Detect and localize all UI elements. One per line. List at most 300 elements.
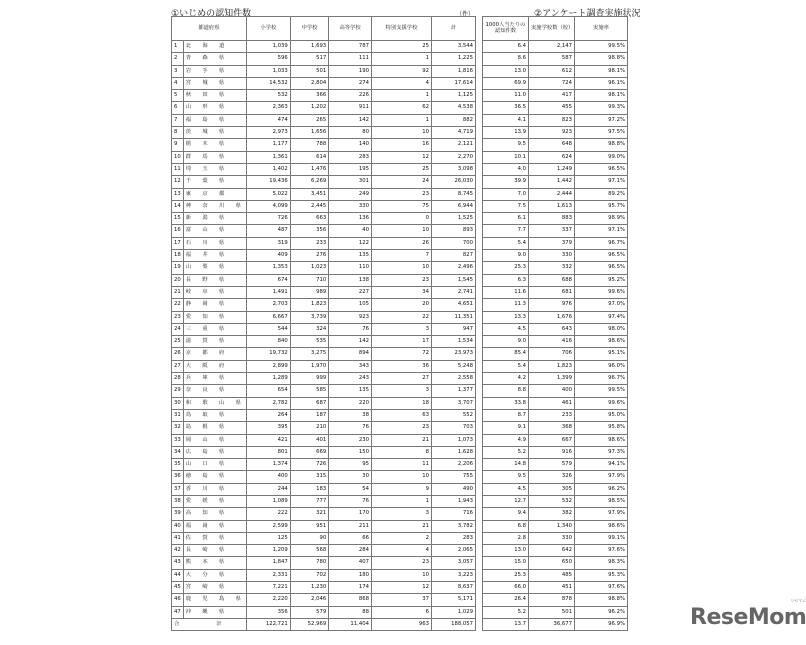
cell-per-1000: 25.3 bbox=[483, 569, 529, 581]
cell-total: 4,538 bbox=[432, 102, 476, 114]
table-row bbox=[483, 373, 628, 385]
cell-total: 2,270 bbox=[432, 151, 476, 163]
cell-elementary: 2,331 bbox=[246, 569, 290, 581]
cell-prefecture: 石 川 県 bbox=[183, 237, 246, 249]
cell-special-support: 25 bbox=[371, 41, 431, 53]
cell-number: 14 bbox=[172, 200, 184, 212]
cell-prefecture: 愛 知 県 bbox=[183, 311, 246, 323]
cell-high-school: 301 bbox=[329, 176, 372, 188]
cell-per-1000: 12.7 bbox=[483, 495, 529, 507]
cell-elementary: 409 bbox=[246, 250, 290, 262]
cell-high-school: 111 bbox=[329, 53, 372, 65]
cell-junior-high: 6,269 bbox=[290, 176, 328, 188]
cell-prefecture: 秋 田 県 bbox=[183, 90, 246, 102]
cell-total: 17,614 bbox=[432, 77, 476, 89]
cell-per-1000: 6.8 bbox=[483, 520, 529, 532]
cell-junior-high: 1,202 bbox=[290, 102, 328, 114]
cell-total: 1,525 bbox=[432, 213, 476, 225]
cell-high-school: 80 bbox=[329, 127, 372, 139]
cell-high-school: 122 bbox=[329, 237, 372, 249]
cell-schools-surveyed: 823 bbox=[529, 114, 575, 126]
header-elementary: 小学校 bbox=[246, 17, 290, 41]
cell-schools-surveyed: 883 bbox=[529, 213, 575, 225]
cell-survey-rate: 96.1% bbox=[575, 77, 628, 89]
table-row bbox=[172, 434, 476, 446]
cell-survey-rate: 98.8% bbox=[575, 53, 628, 65]
cell-elementary: 19,436 bbox=[246, 176, 290, 188]
cell-elementary: 1,089 bbox=[246, 495, 290, 507]
cell-per-1000: 7.0 bbox=[483, 188, 529, 200]
cell-high-school: 135 bbox=[329, 250, 372, 262]
cell-high-school: 76 bbox=[329, 323, 372, 335]
cell-special-support: 21 bbox=[371, 434, 431, 446]
cell-junior-high: 315 bbox=[290, 471, 328, 483]
cell-special-support: 72 bbox=[371, 348, 431, 360]
cell-per-1000: 8.6 bbox=[483, 53, 529, 65]
table-row bbox=[172, 151, 476, 163]
cell-elementary: 487 bbox=[246, 225, 290, 237]
table-row bbox=[172, 508, 476, 520]
cell-per-1000: 4.1 bbox=[483, 114, 529, 126]
cell-special-support: 21 bbox=[371, 520, 431, 532]
cell-high-school: 787 bbox=[329, 41, 372, 53]
survey-status-table bbox=[482, 16, 628, 631]
bullying-count-table bbox=[171, 16, 476, 631]
cell-schools-surveyed: 501 bbox=[529, 606, 575, 618]
cell-schools-surveyed: 643 bbox=[529, 323, 575, 335]
cell-number: 42 bbox=[172, 545, 184, 557]
cell-special-support: 12 bbox=[371, 582, 431, 594]
cell-total: 3,707 bbox=[432, 397, 476, 409]
cell-elementary: 222 bbox=[246, 508, 290, 520]
cell-prefecture: 和 歌 山 県 bbox=[183, 397, 246, 409]
cell-elementary: 5,022 bbox=[246, 188, 290, 200]
cell-elementary: 1,289 bbox=[246, 373, 290, 385]
header-junior-high: 中学校 bbox=[290, 17, 328, 41]
cell-survey-rate: 99.3% bbox=[575, 102, 628, 114]
cell-junior-high: 2,046 bbox=[290, 594, 328, 606]
table-row bbox=[172, 200, 476, 212]
cell-schools-surveyed: 1,249 bbox=[529, 163, 575, 175]
cell-number: 22 bbox=[172, 299, 184, 311]
cell-total: 1,125 bbox=[432, 90, 476, 102]
table-row bbox=[172, 274, 476, 286]
cell-junior-high: 276 bbox=[290, 250, 328, 262]
cell-elementary: 2,363 bbox=[246, 102, 290, 114]
cell-prefecture: 福 岡 県 bbox=[183, 520, 246, 532]
cell-junior-high: 517 bbox=[290, 53, 328, 65]
cell-survey-rate: 97.3% bbox=[575, 446, 628, 458]
cell-prefecture: 東 京 都 bbox=[183, 188, 246, 200]
cell-total: 5,171 bbox=[432, 594, 476, 606]
cell-prefecture: 群 馬 県 bbox=[183, 151, 246, 163]
cell-number: 19 bbox=[172, 262, 184, 274]
cell-number: 8 bbox=[172, 127, 184, 139]
cell-junior-high: 989 bbox=[290, 286, 328, 298]
cell-per-1000: 26.4 bbox=[483, 594, 529, 606]
table-row bbox=[172, 385, 476, 397]
cell-survey-rate: 97.5% bbox=[575, 127, 628, 139]
cell-junior-high: 501 bbox=[290, 65, 328, 77]
table-row bbox=[172, 495, 476, 507]
cell-survey-rate: 97.0% bbox=[575, 299, 628, 311]
table-row bbox=[172, 532, 476, 544]
cell-prefecture: 岩 手 県 bbox=[183, 65, 246, 77]
cell-total: 882 bbox=[432, 114, 476, 126]
cell-elementary: 674 bbox=[246, 274, 290, 286]
cell-special-support: 36 bbox=[371, 360, 431, 372]
logo-text: ReseMom bbox=[690, 605, 806, 630]
cell-schools-surveyed: 1,442 bbox=[529, 176, 575, 188]
cell-schools-surveyed: 612 bbox=[529, 65, 575, 77]
cell-high-school: 868 bbox=[329, 594, 372, 606]
cell-total: 947 bbox=[432, 323, 476, 335]
table-row bbox=[172, 336, 476, 348]
cell-special-support: 26 bbox=[371, 237, 431, 249]
cell-total: 2,496 bbox=[432, 262, 476, 274]
cell-schools-surveyed: 681 bbox=[529, 286, 575, 298]
cell-high-school: 343 bbox=[329, 360, 372, 372]
cell-survey-rate: 98.0% bbox=[575, 323, 628, 335]
table-row bbox=[172, 114, 476, 126]
cell-junior-high: 366 bbox=[290, 90, 328, 102]
cell-number: 15 bbox=[172, 213, 184, 225]
cell-elementary: 726 bbox=[246, 213, 290, 225]
cell-per-1000: 6.3 bbox=[483, 274, 529, 286]
cell-elementary: 1,033 bbox=[246, 65, 290, 77]
cell-special-support: 3 bbox=[371, 508, 431, 520]
total-cell: 188,057 bbox=[432, 618, 476, 630]
cell-total: 2,065 bbox=[432, 545, 476, 557]
cell-survey-rate: 96.5% bbox=[575, 262, 628, 274]
cell-per-1000: 4.2 bbox=[483, 373, 529, 385]
cell-per-1000: 5.4 bbox=[483, 360, 529, 372]
cell-prefecture: 長 野 県 bbox=[183, 274, 246, 286]
cell-junior-high: 2,804 bbox=[290, 77, 328, 89]
cell-special-support: 3 bbox=[371, 323, 431, 335]
cell-prefecture: 千 葉 県 bbox=[183, 176, 246, 188]
cell-junior-high: 777 bbox=[290, 495, 328, 507]
table-row bbox=[172, 65, 476, 77]
cell-per-1000: 9.0 bbox=[483, 250, 529, 262]
cell-prefecture: 滋 賀 県 bbox=[183, 336, 246, 348]
cell-schools-surveyed: 330 bbox=[529, 532, 575, 544]
cell-schools-surveyed: 485 bbox=[529, 569, 575, 581]
table-row bbox=[483, 385, 628, 397]
cell-per-1000: 11.6 bbox=[483, 286, 529, 298]
cell-total: 3,544 bbox=[432, 41, 476, 53]
cell-total: 1,545 bbox=[432, 274, 476, 286]
cell-high-school: 95 bbox=[329, 459, 372, 471]
cell-high-school: 923 bbox=[329, 311, 372, 323]
cell-total: 26,030 bbox=[432, 176, 476, 188]
table-row bbox=[483, 151, 628, 163]
cell-per-1000: 4.9 bbox=[483, 434, 529, 446]
cell-special-support: 6 bbox=[371, 606, 431, 618]
cell-high-school: 226 bbox=[329, 90, 372, 102]
cell-special-support: 3 bbox=[371, 385, 431, 397]
cell-elementary: 421 bbox=[246, 434, 290, 446]
cell-per-1000: 6.1 bbox=[483, 213, 529, 225]
cell-total: 2,206 bbox=[432, 459, 476, 471]
cell-per-1000: 39.9 bbox=[483, 176, 529, 188]
cell-high-school: 40 bbox=[329, 225, 372, 237]
cell-per-1000: 4.5 bbox=[483, 483, 529, 495]
cell-prefecture: 兵 庫 県 bbox=[183, 373, 246, 385]
table-row bbox=[483, 311, 628, 323]
total-cell: 36,677 bbox=[529, 618, 575, 630]
cell-number: 30 bbox=[172, 397, 184, 409]
cell-schools-surveyed: 461 bbox=[529, 397, 575, 409]
cell-special-support: 12 bbox=[371, 151, 431, 163]
cell-per-1000: 2.8 bbox=[483, 532, 529, 544]
cell-per-1000: 4.5 bbox=[483, 323, 529, 335]
header-total: 計 bbox=[432, 17, 476, 41]
cell-number: 44 bbox=[172, 569, 184, 581]
cell-elementary: 1,039 bbox=[246, 41, 290, 53]
table-row bbox=[483, 557, 628, 569]
table-row bbox=[483, 188, 628, 200]
cell-special-support: 10 bbox=[371, 471, 431, 483]
cell-survey-rate: 98.3% bbox=[575, 557, 628, 569]
table-row bbox=[483, 495, 628, 507]
cell-survey-rate: 97.1% bbox=[575, 225, 628, 237]
cell-high-school: 195 bbox=[329, 163, 372, 175]
cell-prefecture: 鳥 取 県 bbox=[183, 409, 246, 421]
table-row bbox=[172, 41, 476, 53]
cell-junior-high: 265 bbox=[290, 114, 328, 126]
cell-special-support: 0 bbox=[371, 213, 431, 225]
cell-number: 43 bbox=[172, 557, 184, 569]
cell-special-support: 37 bbox=[371, 594, 431, 606]
cell-schools-surveyed: 332 bbox=[529, 262, 575, 274]
cell-total: 700 bbox=[432, 237, 476, 249]
table-row bbox=[483, 446, 628, 458]
cell-elementary: 6,667 bbox=[246, 311, 290, 323]
total-row bbox=[483, 618, 628, 630]
cell-per-1000: 69.9 bbox=[483, 77, 529, 89]
cell-high-school: 30 bbox=[329, 471, 372, 483]
cell-special-support: 7 bbox=[371, 250, 431, 262]
cell-high-school: 76 bbox=[329, 422, 372, 434]
cell-survey-rate: 97.9% bbox=[575, 471, 628, 483]
cell-junior-high: 3,275 bbox=[290, 348, 328, 360]
table-title-survey-status: ②アンケート調査実施状況 bbox=[534, 9, 641, 19]
table-row bbox=[483, 262, 628, 274]
header-schools-surveyed: 実施学校数（校） bbox=[529, 17, 575, 41]
cell-schools-surveyed: 233 bbox=[529, 409, 575, 421]
cell-number: 2 bbox=[172, 53, 184, 65]
cell-prefecture: 青 森 県 bbox=[183, 53, 246, 65]
cell-survey-rate: 98.8% bbox=[575, 594, 628, 606]
table-row bbox=[483, 274, 628, 286]
cell-total: 490 bbox=[432, 483, 476, 495]
cell-schools-surveyed: 368 bbox=[529, 422, 575, 434]
cell-schools-surveyed: 2,444 bbox=[529, 188, 575, 200]
cell-special-support: 20 bbox=[371, 299, 431, 311]
table-row bbox=[172, 262, 476, 274]
cell-prefecture: 岡 山 県 bbox=[183, 434, 246, 446]
cell-survey-rate: 98.5% bbox=[575, 495, 628, 507]
cell-per-1000: 11.3 bbox=[483, 299, 529, 311]
cell-special-support: 1 bbox=[371, 495, 431, 507]
cell-elementary: 400 bbox=[246, 471, 290, 483]
cell-prefecture: 新 潟 県 bbox=[183, 213, 246, 225]
cell-elementary: 1,209 bbox=[246, 545, 290, 557]
cell-survey-rate: 98.1% bbox=[575, 90, 628, 102]
cell-total: 23,973 bbox=[432, 348, 476, 360]
cell-special-support: 18 bbox=[371, 397, 431, 409]
cell-survey-rate: 99.0% bbox=[575, 151, 628, 163]
cell-per-1000: 14.8 bbox=[483, 459, 529, 471]
cell-junior-high: 614 bbox=[290, 151, 328, 163]
table-row bbox=[483, 606, 628, 618]
cell-number: 33 bbox=[172, 434, 184, 446]
total-label: 合 計 bbox=[172, 618, 247, 630]
cell-special-support: 62 bbox=[371, 102, 431, 114]
cell-schools-surveyed: 305 bbox=[529, 483, 575, 495]
cell-special-support: 10 bbox=[371, 569, 431, 581]
cell-special-support: 24 bbox=[371, 176, 431, 188]
cell-prefecture: 山 梨 県 bbox=[183, 262, 246, 274]
cell-schools-surveyed: 688 bbox=[529, 274, 575, 286]
table-row bbox=[483, 594, 628, 606]
cell-survey-rate: 98.8% bbox=[575, 139, 628, 151]
cell-junior-high: 788 bbox=[290, 139, 328, 151]
cell-schools-surveyed: 642 bbox=[529, 545, 575, 557]
cell-number: 37 bbox=[172, 483, 184, 495]
cell-elementary: 532 bbox=[246, 90, 290, 102]
cell-schools-surveyed: 923 bbox=[529, 127, 575, 139]
table-row bbox=[483, 336, 628, 348]
cell-per-1000: 4.0 bbox=[483, 163, 529, 175]
table-row bbox=[172, 569, 476, 581]
cell-special-support: 2 bbox=[371, 532, 431, 544]
cell-prefecture: 宮 崎 県 bbox=[183, 582, 246, 594]
cell-total: 716 bbox=[432, 508, 476, 520]
cell-total: 1,029 bbox=[432, 606, 476, 618]
cell-total: 552 bbox=[432, 409, 476, 421]
cell-survey-rate: 96.2% bbox=[575, 483, 628, 495]
cell-prefecture: 大 分 県 bbox=[183, 569, 246, 581]
cell-total: 3,782 bbox=[432, 520, 476, 532]
cell-junior-high: 568 bbox=[290, 545, 328, 557]
cell-total: 1,534 bbox=[432, 336, 476, 348]
table-row bbox=[172, 545, 476, 557]
cell-schools-surveyed: 706 bbox=[529, 348, 575, 360]
cell-number: 11 bbox=[172, 163, 184, 175]
cell-special-support: 34 bbox=[371, 286, 431, 298]
cell-total: 703 bbox=[432, 422, 476, 434]
cell-prefecture: 埼 玉 県 bbox=[183, 163, 246, 175]
cell-per-1000: 5.2 bbox=[483, 606, 529, 618]
cell-number: 9 bbox=[172, 139, 184, 151]
cell-survey-rate: 98.6% bbox=[575, 520, 628, 532]
cell-junior-high: 780 bbox=[290, 557, 328, 569]
cell-high-school: 54 bbox=[329, 483, 372, 495]
cell-schools-surveyed: 417 bbox=[529, 90, 575, 102]
table-row bbox=[172, 397, 476, 409]
cell-prefecture: 徳 島 県 bbox=[183, 471, 246, 483]
table-row bbox=[172, 557, 476, 569]
table-row bbox=[483, 163, 628, 175]
cell-number: 5 bbox=[172, 90, 184, 102]
cell-high-school: 110 bbox=[329, 262, 372, 274]
table-row bbox=[172, 459, 476, 471]
cell-special-support: 4 bbox=[371, 545, 431, 557]
table-row bbox=[172, 446, 476, 458]
cell-high-school: 180 bbox=[329, 569, 372, 581]
cell-survey-rate: 95.2% bbox=[575, 274, 628, 286]
table-row bbox=[483, 545, 628, 557]
cell-special-support: 9 bbox=[371, 483, 431, 495]
cell-prefecture: 島 根 県 bbox=[183, 422, 246, 434]
table-row bbox=[172, 409, 476, 421]
cell-elementary: 2,599 bbox=[246, 520, 290, 532]
cell-number: 20 bbox=[172, 274, 184, 286]
table-row bbox=[172, 471, 476, 483]
cell-schools-surveyed: 532 bbox=[529, 495, 575, 507]
cell-special-support: 17 bbox=[371, 336, 431, 348]
table-row bbox=[483, 360, 628, 372]
cell-per-1000: 9.5 bbox=[483, 471, 529, 483]
table-row bbox=[172, 237, 476, 249]
table-row bbox=[172, 606, 476, 618]
cell-schools-surveyed: 650 bbox=[529, 557, 575, 569]
cell-junior-high: 702 bbox=[290, 569, 328, 581]
cell-number: 40 bbox=[172, 520, 184, 532]
cell-per-1000: 10.1 bbox=[483, 151, 529, 163]
cell-survey-rate: 89.2% bbox=[575, 188, 628, 200]
cell-number: 16 bbox=[172, 225, 184, 237]
cell-total: 1,073 bbox=[432, 434, 476, 446]
cell-high-school: 170 bbox=[329, 508, 372, 520]
cell-elementary: 1,402 bbox=[246, 163, 290, 175]
cell-total: 2,558 bbox=[432, 373, 476, 385]
table-row bbox=[483, 53, 628, 65]
cell-high-school: 76 bbox=[329, 495, 372, 507]
table-row bbox=[483, 348, 628, 360]
table-row bbox=[483, 139, 628, 151]
table-row bbox=[172, 139, 476, 151]
table-row bbox=[172, 323, 476, 335]
cell-schools-surveyed: 400 bbox=[529, 385, 575, 397]
cell-prefecture: 鹿 児 島 県 bbox=[183, 594, 246, 606]
cell-junior-high: 187 bbox=[290, 409, 328, 421]
cell-high-school: 88 bbox=[329, 606, 372, 618]
cell-schools-surveyed: 667 bbox=[529, 434, 575, 446]
total-cell: 96.9% bbox=[575, 618, 628, 630]
resemom-logo bbox=[690, 598, 806, 630]
cell-junior-high: 2,445 bbox=[290, 200, 328, 212]
cell-prefecture: 京 都 府 bbox=[183, 348, 246, 360]
table-row bbox=[172, 90, 476, 102]
cell-survey-rate: 95.0% bbox=[575, 409, 628, 421]
cell-total: 5,248 bbox=[432, 360, 476, 372]
cell-schools-surveyed: 379 bbox=[529, 237, 575, 249]
cell-high-school: 284 bbox=[329, 545, 372, 557]
cell-special-support: 10 bbox=[371, 262, 431, 274]
table-row bbox=[172, 520, 476, 532]
cell-junior-high: 669 bbox=[290, 446, 328, 458]
cell-total: 283 bbox=[432, 532, 476, 544]
cell-special-support: 1 bbox=[371, 114, 431, 126]
cell-number: 46 bbox=[172, 594, 184, 606]
cell-schools-surveyed: 337 bbox=[529, 225, 575, 237]
cell-per-1000: 13.0 bbox=[483, 65, 529, 77]
header-prefecture: 都道府県 bbox=[172, 17, 247, 41]
cell-prefecture: 高 知 県 bbox=[183, 508, 246, 520]
